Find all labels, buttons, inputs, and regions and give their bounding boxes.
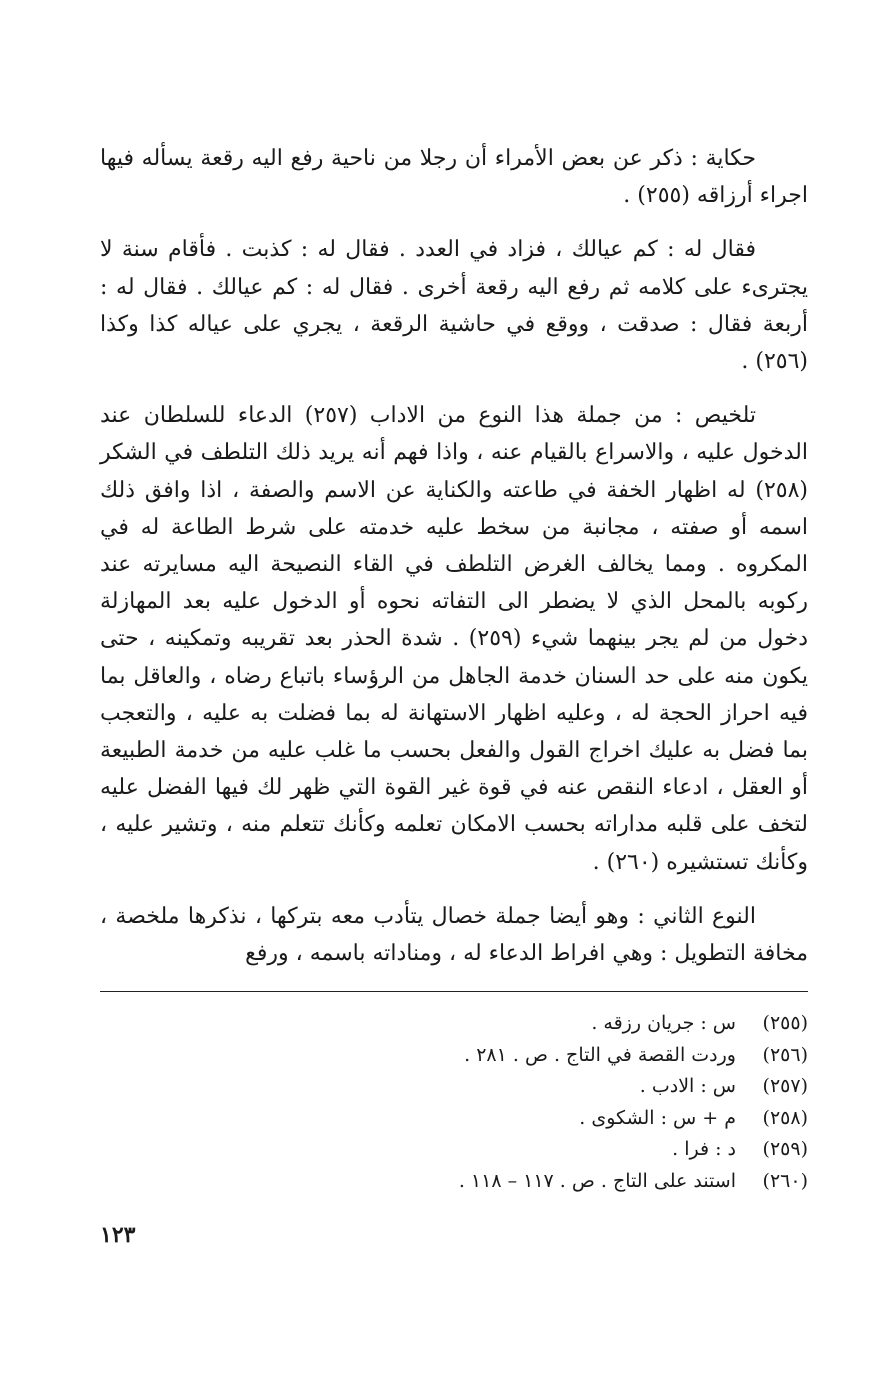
paragraph-summary: تلخيص : من جملة هذا النوع من الاداب (٢٥٧) الدعاء للسلطان عند الدخول عليه ، والاسراع بالقيام عنه ، واذا فهم أنه يريد ذلك التلطف في الشكر (٢٥٨) له اظهار الخفة في طاعته والكناية عن الاسم والصفة ، اذا وافق ذلك اسمه أو صفته ، مجانبة من سخط عليه خدمته على شرط الطاعة له في المكروه . ومما يخالف الغرض التلطف في القاء النصيحة اليه مسايرته عند ركوبه بالمحل الذي لا يضطر الى التفاته نحوه أو الدخول عليه بعد المهازلة دخول من لم يجر بينهما شيء (٢٥٩) . شدة الحذر بعد تقريبه وتمكينه ، حتى يكون منه على حد السنان خدمة الجاهل من الرؤساء باتباع رضاه ، والعاقل بما فيه احراز الحجة له ، وعليه اظهار الاستهانة له بما فضلت به عليه ، والتعجب بما فضل به عليك اخراج القول والفعل بحسب ما غلب عليه من خدمة الطبيعة أو العقل ، ادعاء النقص عنه في قوة غير القوة التي ظهر لك فيها الفضل عليه لتخف على قلبه مداراته بحسب الامكان تعلمه وكأنك تتعلم منه ، وتشير عليه ، وكأنك تستشيره (٢٦٠) .: [100, 403, 808, 875]
main-text: [100, 140, 808, 989]
footnote-number: (٢٥٩): [762, 1138, 808, 1161]
paragraph-dialogue: فقال له : كم عيالك ، فزاد في العدد . فقال له : كذبت . فأقام سنة لا يجترىء على كلامه ثم رفع اليه رقعة أخرى . فقال له : كم عيالك . فقال له : أربعة فقال : صدقت ، ووقع في حاشية الرقعة ، يجري على عياله كذا وكذا (٢٥٦) .: [100, 237, 808, 375]
footnote-item: [240, 1040, 808, 1072]
paragraph-story: حكاية : ذكر عن بعض الأمراء أن رجلا من ناحية رفع اليه رقعة يسأله فيها اجراء أرزاقه (٢٥٥) .: [100, 146, 808, 209]
footnote-item: [240, 1103, 808, 1135]
footnote-item: [240, 1166, 808, 1198]
footnote-text: س : الادب .: [639, 1075, 736, 1098]
footnote-divider: [100, 991, 808, 992]
footnote-text: وردت القصة في التاج . ص . ٢٨١ .: [464, 1043, 736, 1066]
footnote-item: [240, 1134, 808, 1166]
page-number: ١٢٣: [100, 1222, 136, 1248]
footnote-text: د : فرا .: [672, 1138, 736, 1161]
footnote-number: (٢٥٨): [762, 1106, 808, 1129]
footnote-number: (٢٥٥): [762, 1012, 808, 1034]
footnote-text: استند على التاج . ص . ١١٧ – ١١٨ .: [458, 1169, 736, 1192]
paragraph-second-type: النوع الثاني : وهو أيضا جملة خصال يتأدب معه بتركها ، نذكرها ملخصة ، مخافة التطويل : وهي افراط الدعاء له ، ومناداته باسمه ، ورفع: [100, 903, 808, 967]
footnote-item: [240, 1071, 808, 1103]
footnote-number: (٢٥٦): [762, 1043, 808, 1066]
footnotes-list: [240, 1008, 808, 1198]
footnote-text: س : جريان رزقه .: [591, 1012, 736, 1034]
footnote-text: م + س : الشكوى .: [579, 1106, 736, 1129]
footnote-number: (٢٦٠): [762, 1169, 808, 1192]
footnote-number: (٢٥٧): [762, 1075, 808, 1098]
footnote-item: [240, 1008, 808, 1040]
